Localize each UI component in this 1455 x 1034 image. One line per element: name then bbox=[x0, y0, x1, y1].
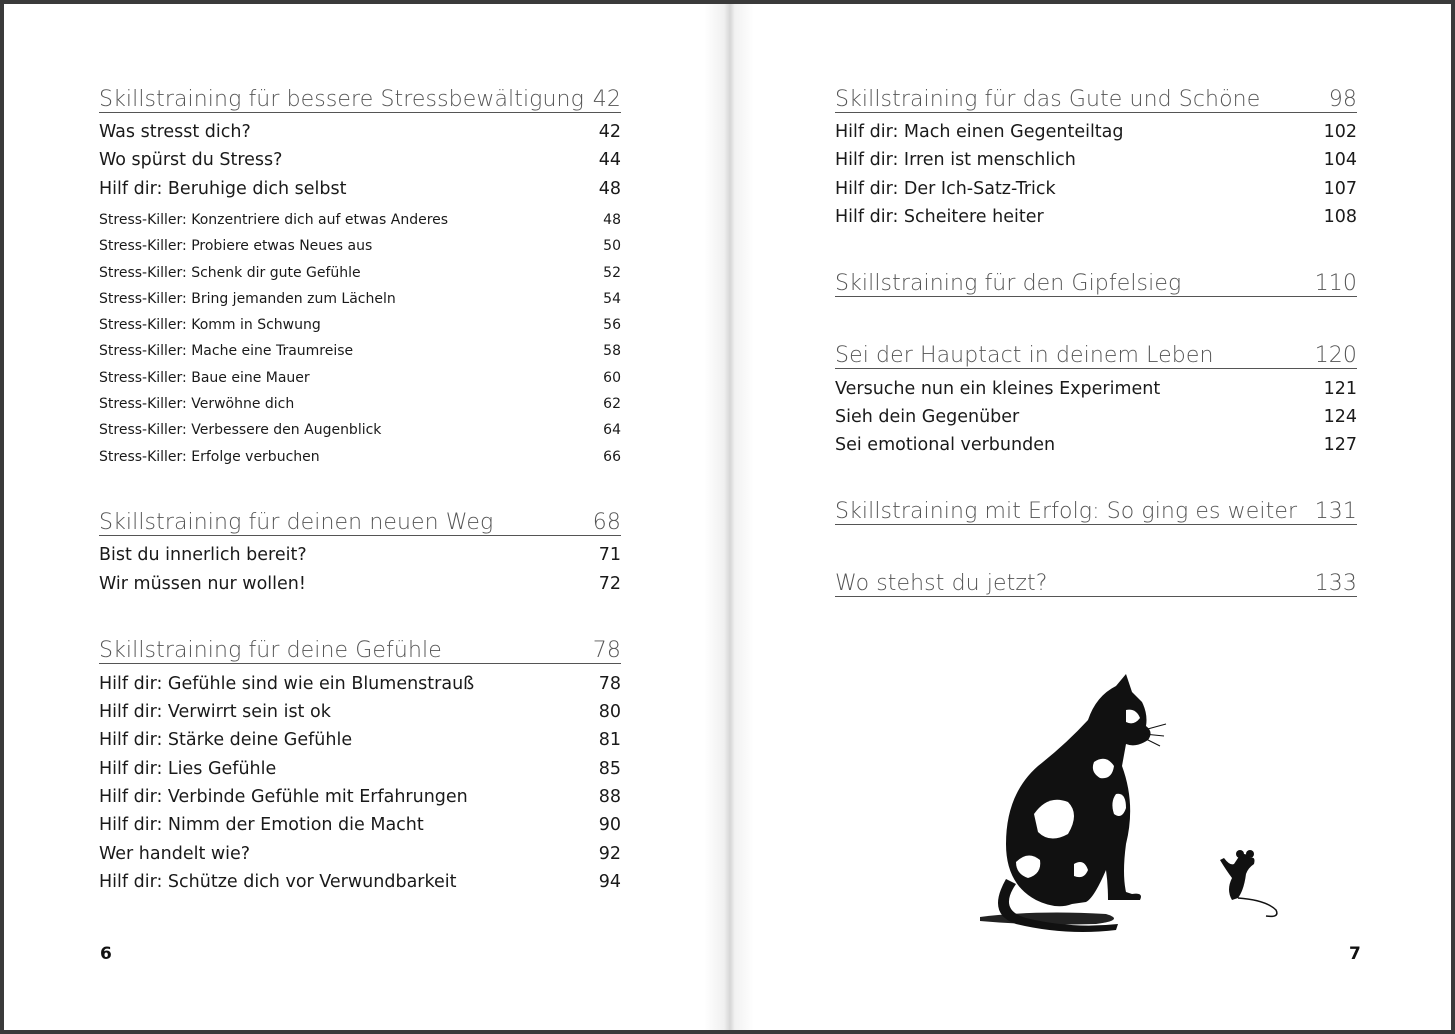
toc-entry bbox=[99, 572, 621, 596]
entry-page-number: 81 bbox=[598, 730, 621, 750]
entry-page-number: 121 bbox=[1323, 379, 1357, 399]
entry-title: Sieh dein Gegenüber bbox=[835, 407, 1020, 427]
toc-section-heading bbox=[835, 86, 1357, 113]
entry-page-number: 104 bbox=[1323, 150, 1357, 170]
entry-title: Hilf dir: Verbinde Gefühle mit Erfahrungen bbox=[99, 787, 468, 807]
toc-entry bbox=[99, 210, 621, 230]
entry-title: Hilf dir: Nimm der Emotion die Macht bbox=[99, 815, 424, 835]
entry-title: Wo spürst du Stress? bbox=[99, 150, 283, 170]
entry-page-number: 85 bbox=[598, 759, 621, 779]
toc-entry bbox=[99, 842, 621, 866]
right-page bbox=[726, 4, 1451, 1030]
entry-title: Hilf dir: Lies Gefühle bbox=[99, 759, 277, 779]
section-page-number: 131 bbox=[1314, 499, 1357, 524]
toc-entry bbox=[99, 148, 621, 172]
section-page-number: 110 bbox=[1314, 271, 1357, 296]
toc-entry bbox=[99, 785, 621, 809]
entry-page-number: 127 bbox=[1323, 435, 1357, 455]
entry-title: Hilf dir: Verwirrt sein ist ok bbox=[99, 702, 331, 722]
section-page-number: 98 bbox=[1328, 87, 1357, 112]
entry-page-number: 124 bbox=[1323, 407, 1357, 427]
toc-entry bbox=[835, 177, 1357, 201]
toc-entry bbox=[99, 757, 621, 781]
section-title: Skillstraining für deinen neuen Weg bbox=[99, 510, 494, 535]
entry-page-number: 71 bbox=[598, 545, 621, 565]
entry-title: Stress-Killer: Bring jemanden zum Lächeln bbox=[99, 291, 396, 307]
toc-entry bbox=[835, 433, 1357, 457]
toc-entry bbox=[99, 120, 621, 144]
page-number: 7 bbox=[1349, 944, 1361, 964]
toc-entry bbox=[99, 420, 621, 440]
entry-title: Hilf dir: Der Ich-Satz-Trick bbox=[835, 179, 1056, 199]
left-page bbox=[4, 4, 726, 1030]
entry-page-number: 107 bbox=[1323, 179, 1357, 199]
entry-page-number: 72 bbox=[598, 574, 621, 594]
page-number: 6 bbox=[100, 944, 112, 964]
toc-entry bbox=[99, 177, 621, 201]
entry-title: Hilf dir: Mach einen Gegenteiltag bbox=[835, 122, 1124, 142]
entry-page-number: 108 bbox=[1323, 207, 1357, 227]
section-title: Skillstraining für bessere Stressbewältigung bbox=[99, 87, 584, 112]
entry-page-number: 48 bbox=[603, 212, 621, 228]
section-title: Skillstraining mit Erfolg: So ging es weiter bbox=[835, 499, 1298, 524]
entry-page-number: 66 bbox=[603, 449, 621, 465]
toc-entry bbox=[99, 813, 621, 837]
entry-page-number: 78 bbox=[598, 674, 621, 694]
toc-entry bbox=[99, 728, 621, 752]
entry-title: Bist du innerlich bereit? bbox=[99, 545, 307, 565]
entry-page-number: 48 bbox=[598, 179, 621, 199]
entry-title: Hilf dir: Scheitere heiter bbox=[835, 207, 1044, 227]
entry-title: Stress-Killer: Konzentriere dich auf etwas Anderes bbox=[99, 212, 449, 228]
toc-section-heading bbox=[99, 86, 621, 113]
section-title: Skillstraining für das Gute und Schöne bbox=[835, 87, 1261, 112]
section-page-number: 133 bbox=[1314, 571, 1357, 596]
section-page-number: 78 bbox=[592, 638, 621, 663]
toc-entry bbox=[99, 341, 621, 361]
entry-page-number: 58 bbox=[603, 343, 621, 359]
toc-entry bbox=[99, 447, 621, 467]
toc-entry bbox=[99, 672, 621, 696]
section-page-number: 120 bbox=[1314, 343, 1357, 368]
entry-title: Wir müssen nur wollen! bbox=[99, 574, 306, 594]
entry-title: Was stresst dich? bbox=[99, 122, 251, 142]
toc-entry bbox=[835, 405, 1357, 429]
entry-title: Versuche nun ein kleines Experiment bbox=[835, 379, 1161, 399]
toc-section-heading bbox=[835, 570, 1357, 597]
entry-page-number: 54 bbox=[603, 291, 621, 307]
entry-page-number: 44 bbox=[598, 150, 621, 170]
entry-title: Stress-Killer: Verwöhne dich bbox=[99, 396, 295, 412]
entry-title: Hilf dir: Schütze dich vor Verwundbarkeit bbox=[99, 872, 457, 892]
toc-section-heading bbox=[835, 498, 1357, 525]
toc-entry bbox=[99, 263, 621, 283]
section-page-number: 42 bbox=[592, 87, 621, 112]
toc-entry bbox=[99, 543, 621, 567]
entry-page-number: 94 bbox=[598, 872, 621, 892]
toc-section-heading bbox=[835, 270, 1357, 297]
entry-title: Hilf dir: Irren ist menschlich bbox=[835, 150, 1076, 170]
entry-title: Stress-Killer: Probiere etwas Neues aus bbox=[99, 238, 373, 254]
entry-title: Hilf dir: Stärke deine Gefühle bbox=[99, 730, 353, 750]
toc-entry bbox=[99, 236, 621, 256]
entry-title: Sei emotional verbunden bbox=[835, 435, 1056, 455]
section-page-number: 68 bbox=[592, 510, 621, 535]
entry-title: Hilf dir: Beruhige dich selbst bbox=[99, 179, 347, 199]
entry-page-number: 42 bbox=[598, 122, 621, 142]
toc-entry bbox=[99, 394, 621, 414]
entry-title: Stress-Killer: Komm in Schwung bbox=[99, 317, 321, 333]
section-title: Skillstraining für deine Gefühle bbox=[99, 638, 442, 663]
toc-entry bbox=[99, 289, 621, 309]
entry-page-number: 56 bbox=[603, 317, 621, 333]
entry-page-number: 52 bbox=[603, 265, 621, 281]
entry-page-number: 90 bbox=[598, 815, 621, 835]
entry-page-number: 50 bbox=[603, 238, 621, 254]
entry-title: Stress-Killer: Erfolge verbuchen bbox=[99, 449, 320, 465]
toc-section-heading bbox=[835, 342, 1357, 369]
cat-and-mouse-icon bbox=[976, 674, 1296, 939]
section-title: Wo stehst du jetzt? bbox=[835, 571, 1048, 596]
entry-page-number: 80 bbox=[598, 702, 621, 722]
entry-title: Wer handelt wie? bbox=[99, 844, 251, 864]
entry-title: Stress-Killer: Baue eine Mauer bbox=[99, 370, 310, 386]
toc-section-heading bbox=[99, 509, 621, 536]
entry-page-number: 88 bbox=[598, 787, 621, 807]
entry-title: Stress-Killer: Schenk dir gute Gefühle bbox=[99, 265, 361, 281]
entry-title: Stress-Killer: Mache eine Traumreise bbox=[99, 343, 354, 359]
entry-page-number: 64 bbox=[603, 422, 621, 438]
section-title: Sei der Hauptact in deinem Leben bbox=[835, 343, 1214, 368]
book-spread bbox=[4, 4, 1451, 1030]
toc-entry bbox=[99, 368, 621, 388]
toc-entry bbox=[835, 148, 1357, 172]
toc-entry bbox=[99, 315, 621, 335]
toc-section-heading bbox=[99, 637, 621, 664]
toc-entry bbox=[99, 870, 621, 894]
entry-page-number: 102 bbox=[1323, 122, 1357, 142]
entry-title: Hilf dir: Gefühle sind wie ein Blumenstrauß bbox=[99, 674, 475, 694]
entry-title: Stress-Killer: Verbessere den Augenblick bbox=[99, 422, 382, 438]
entry-page-number: 60 bbox=[603, 370, 621, 386]
toc-entry bbox=[835, 205, 1357, 229]
section-title: Skillstraining für den Gipfelsieg bbox=[835, 271, 1182, 296]
toc-entry bbox=[835, 120, 1357, 144]
entry-page-number: 92 bbox=[598, 844, 621, 864]
entry-page-number: 62 bbox=[603, 396, 621, 412]
toc-entry bbox=[835, 377, 1357, 401]
toc-entry bbox=[99, 700, 621, 724]
